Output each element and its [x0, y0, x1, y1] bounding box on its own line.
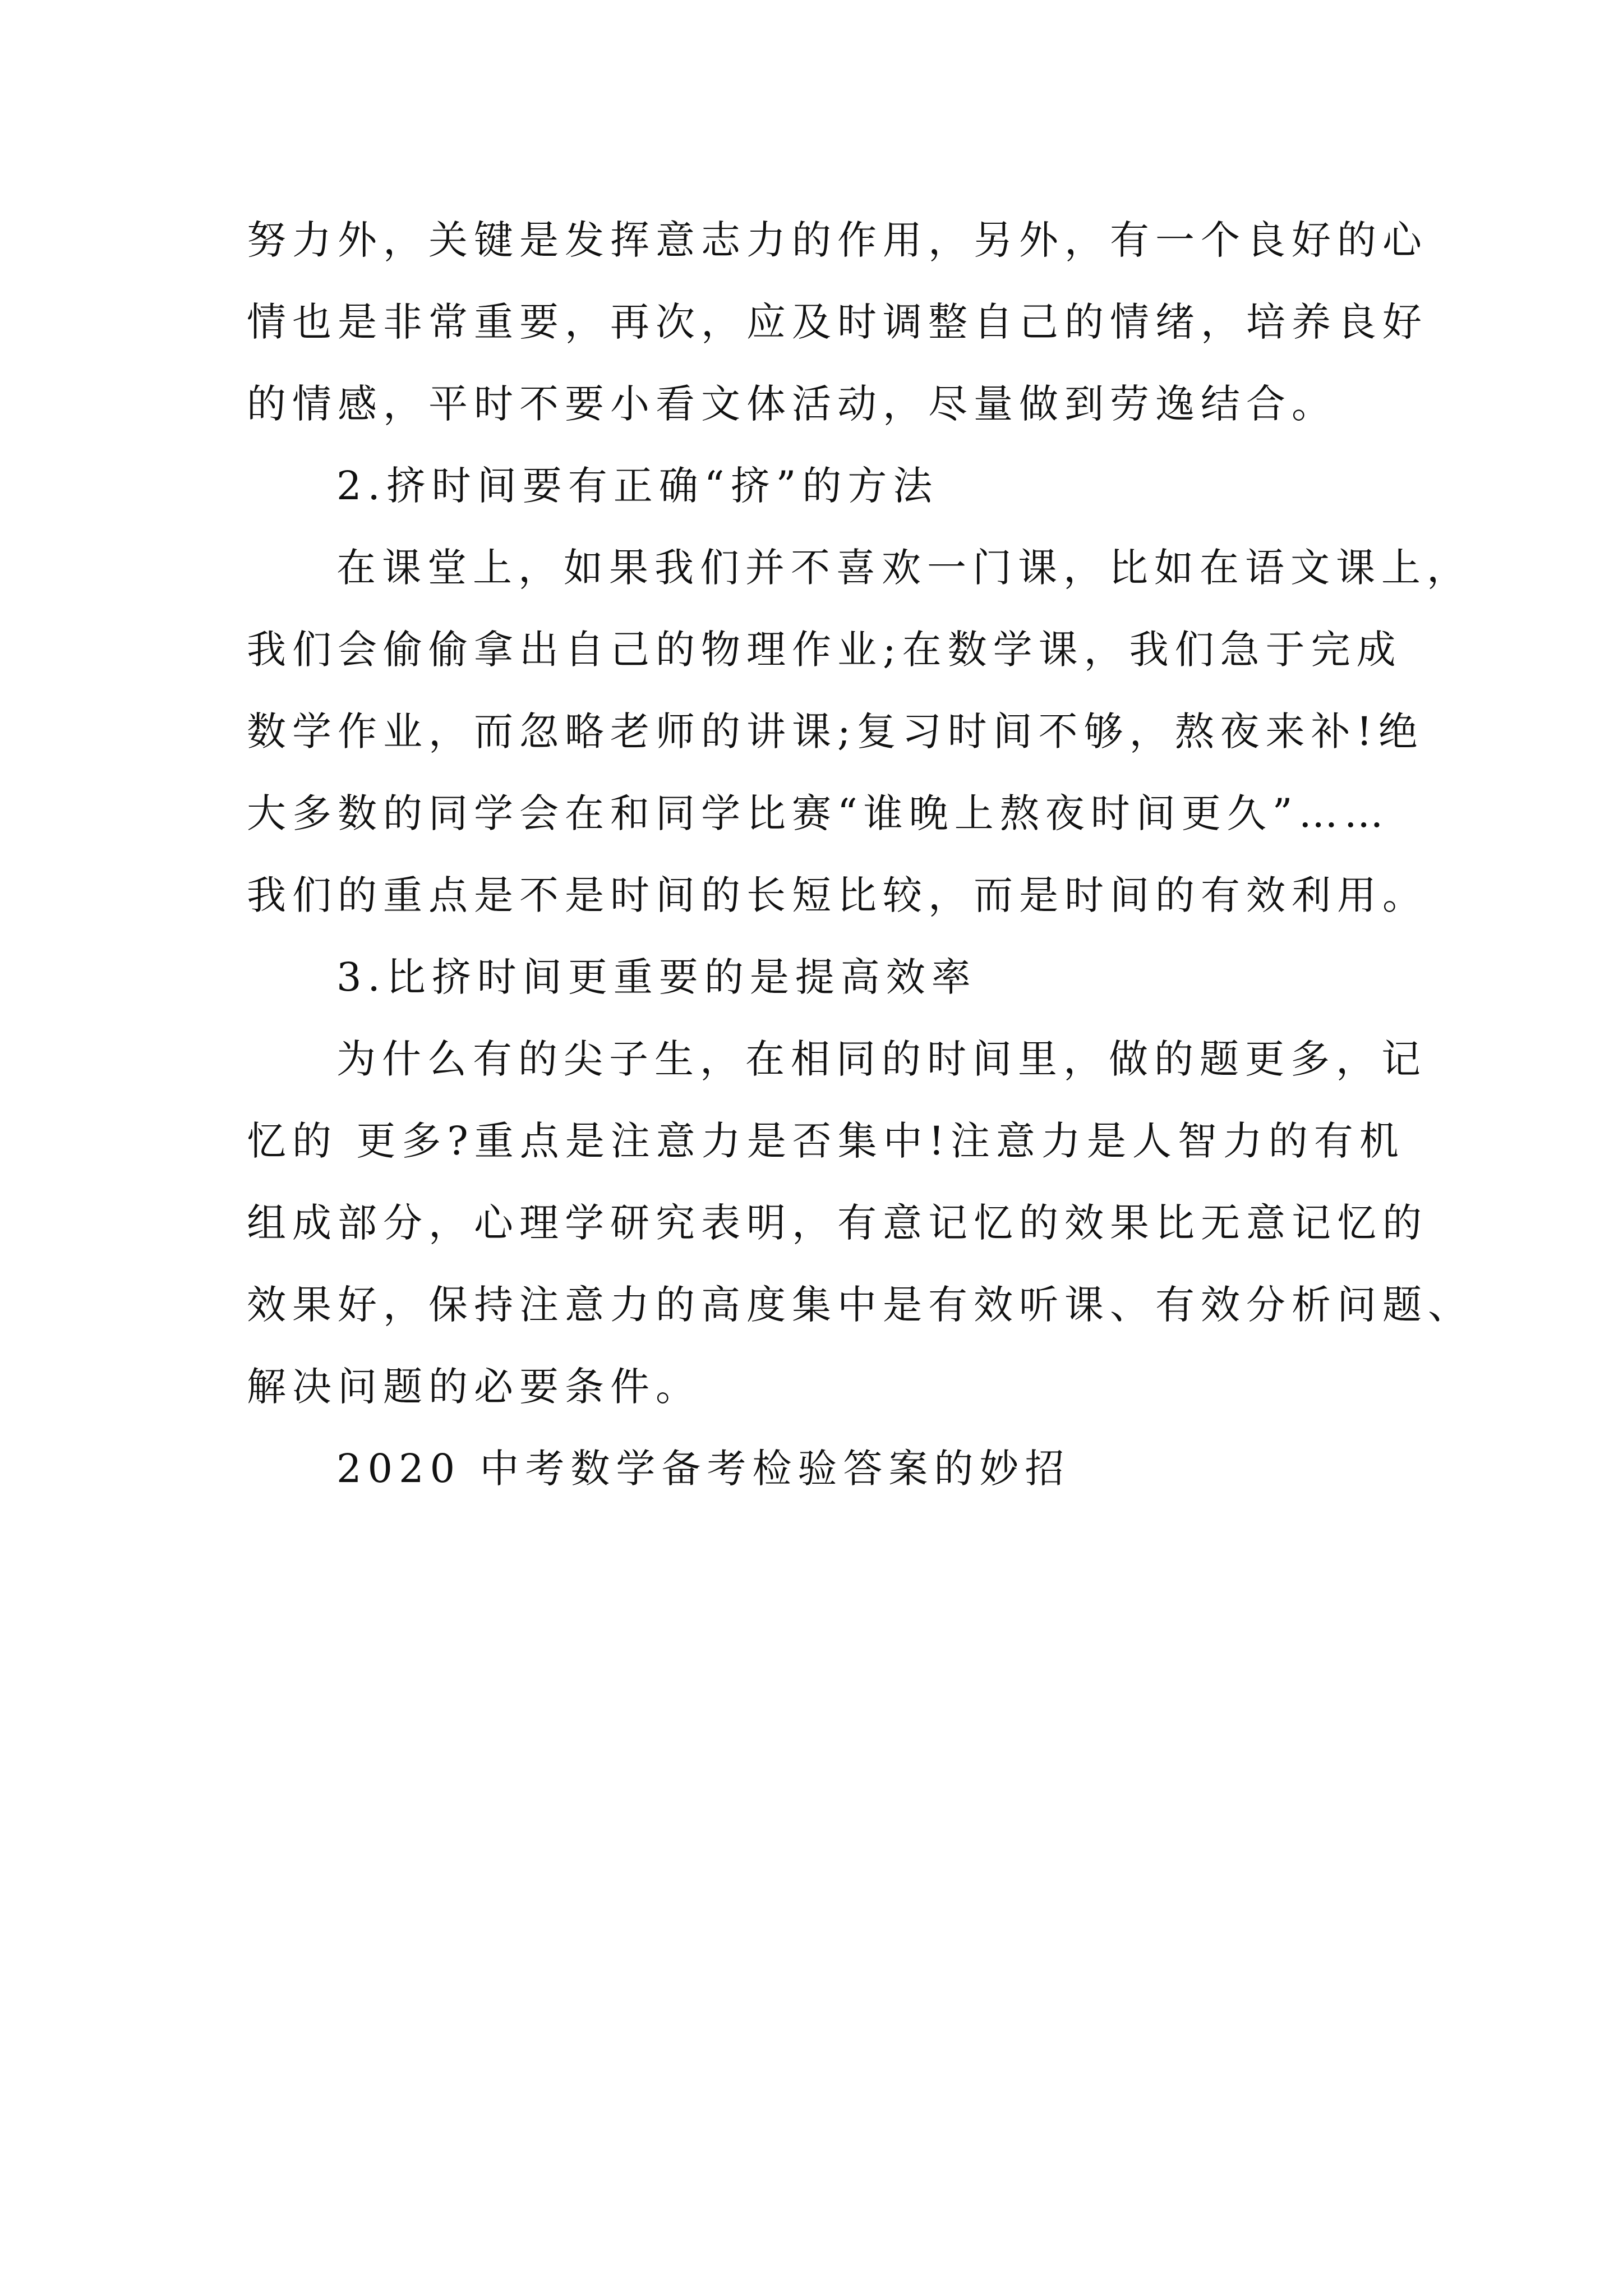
article-title: 2020 中考数学备考检验答案的妙招	[336, 1446, 1071, 1492]
section-heading: 2.挤时间要有正确“挤”的方法	[336, 463, 939, 509]
section-heading: 3.比挤时间更重要的是提高效率	[336, 954, 977, 1000]
paragraph-line: 的情感，平时不要小看文体活动，尽量做到劳逸结合。	[247, 381, 1337, 427]
paragraph-line: 大多数的同学会在和同学比赛“谁晚上熬夜时间更久”……	[247, 790, 1390, 836]
paragraph-line: 我们会偷偷拿出自己的物理作业;在数学课，我们急于完成	[247, 627, 1402, 673]
paragraph-line: 组成部分，心理学研究表明，有意记忆的效果比无意记忆的	[247, 1200, 1428, 1246]
paragraph-line: 努力外，关键是发挥意志力的作用，另外，有一个良好的心	[247, 217, 1428, 263]
paragraph-line: 在课堂上，如果我们并不喜欢一门课，比如在语文课上，	[336, 545, 1472, 591]
paragraph-line: 情也是非常重要，再次，应及时调整自己的情绪，培养良好	[247, 299, 1428, 345]
paragraph-line: 忆的 更多?重点是注意力是否集中!注意力是人智力的有机	[247, 1118, 1405, 1164]
paragraph-line: 我们的重点是不是时间的长短比较，而是时间的有效利用。	[247, 872, 1428, 918]
paragraph-line: 数学作业，而忽略老师的讲课;复习时间不够，熬夜来补!绝	[247, 708, 1424, 754]
paragraph-line: 效果好，保持注意力的高度集中是有效听课、有效分析问题、	[247, 1282, 1473, 1328]
paragraph-line: 为什么有的尖子生，在相同的时间里，做的题更多，记	[336, 1036, 1427, 1082]
paragraph-line: 解决问题的必要条件。	[247, 1364, 701, 1410]
